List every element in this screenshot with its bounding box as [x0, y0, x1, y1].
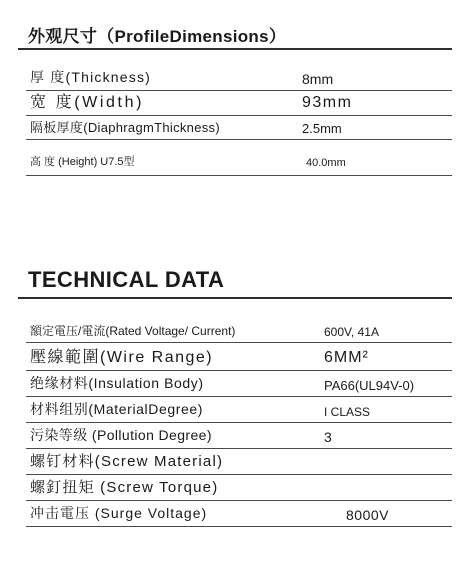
technical-label: 绝缘材料(Insulation Body): [30, 375, 204, 391]
profile-label: 厚 度(Thickness): [30, 69, 152, 85]
technical-row-wire-range: [26, 342, 452, 371]
technical-label: 壓線範圍(Wire Range): [30, 349, 214, 366]
technical-value: 6MM²: [324, 349, 369, 366]
profile-row-diaphragm-thickness: [26, 115, 452, 140]
technical-row-material-degree: [26, 396, 452, 423]
profile-value: 2.5mm: [302, 121, 342, 136]
technical-data-title: TECHNICAL DATA: [28, 267, 225, 292]
technical-value: I CLASS: [324, 405, 371, 419]
profile-label: 隔板厚度(DiaphragmThickness): [30, 120, 220, 135]
technical-row-screw-material: [26, 448, 452, 475]
technical-row-rated-voltage-current: [26, 318, 452, 343]
technical-label: 材料组别(MaterialDegree): [30, 401, 204, 417]
profile-label: 高 度 (Height) U7.5型: [30, 156, 135, 168]
profile-label: 宽 度(Width): [30, 94, 144, 111]
profile-row-width: [26, 90, 452, 116]
profile-dimensions-title: 外观尺寸（ProfileDimensions）: [28, 27, 287, 46]
technical-value: 3: [324, 429, 332, 445]
profile-value: 93mm: [302, 94, 353, 111]
technical-label: 污染等级 (Pollution Degree): [30, 427, 212, 443]
technical-row-screw-torque: [26, 474, 452, 501]
profile-value: 8mm: [302, 71, 334, 87]
technical-value: PA66(UL94V-0): [324, 378, 415, 393]
profile-row-thickness: [26, 66, 452, 91]
profile-title-rule: [18, 48, 452, 50]
technical-label: 螺钉材料(Screw Material): [30, 453, 224, 470]
technical-row-insulation-body: [26, 370, 452, 397]
technical-label: 冲击電压 (Surge Voltage): [30, 505, 208, 521]
profile-value: 40.0mm: [306, 157, 346, 169]
technical-title-rule: [18, 297, 452, 299]
technical-value: 600V, 41A: [324, 325, 379, 339]
technical-value: 8000V: [346, 507, 389, 523]
profile-row-height: [26, 139, 452, 176]
technical-row-surge-voltage: [26, 500, 452, 527]
technical-label: 螺釘扭矩 (Screw Torque): [30, 479, 219, 496]
technical-row-pollution-degree: [26, 422, 452, 449]
technical-label: 額定電压/電流(Rated Voltage/ Current): [30, 324, 236, 338]
